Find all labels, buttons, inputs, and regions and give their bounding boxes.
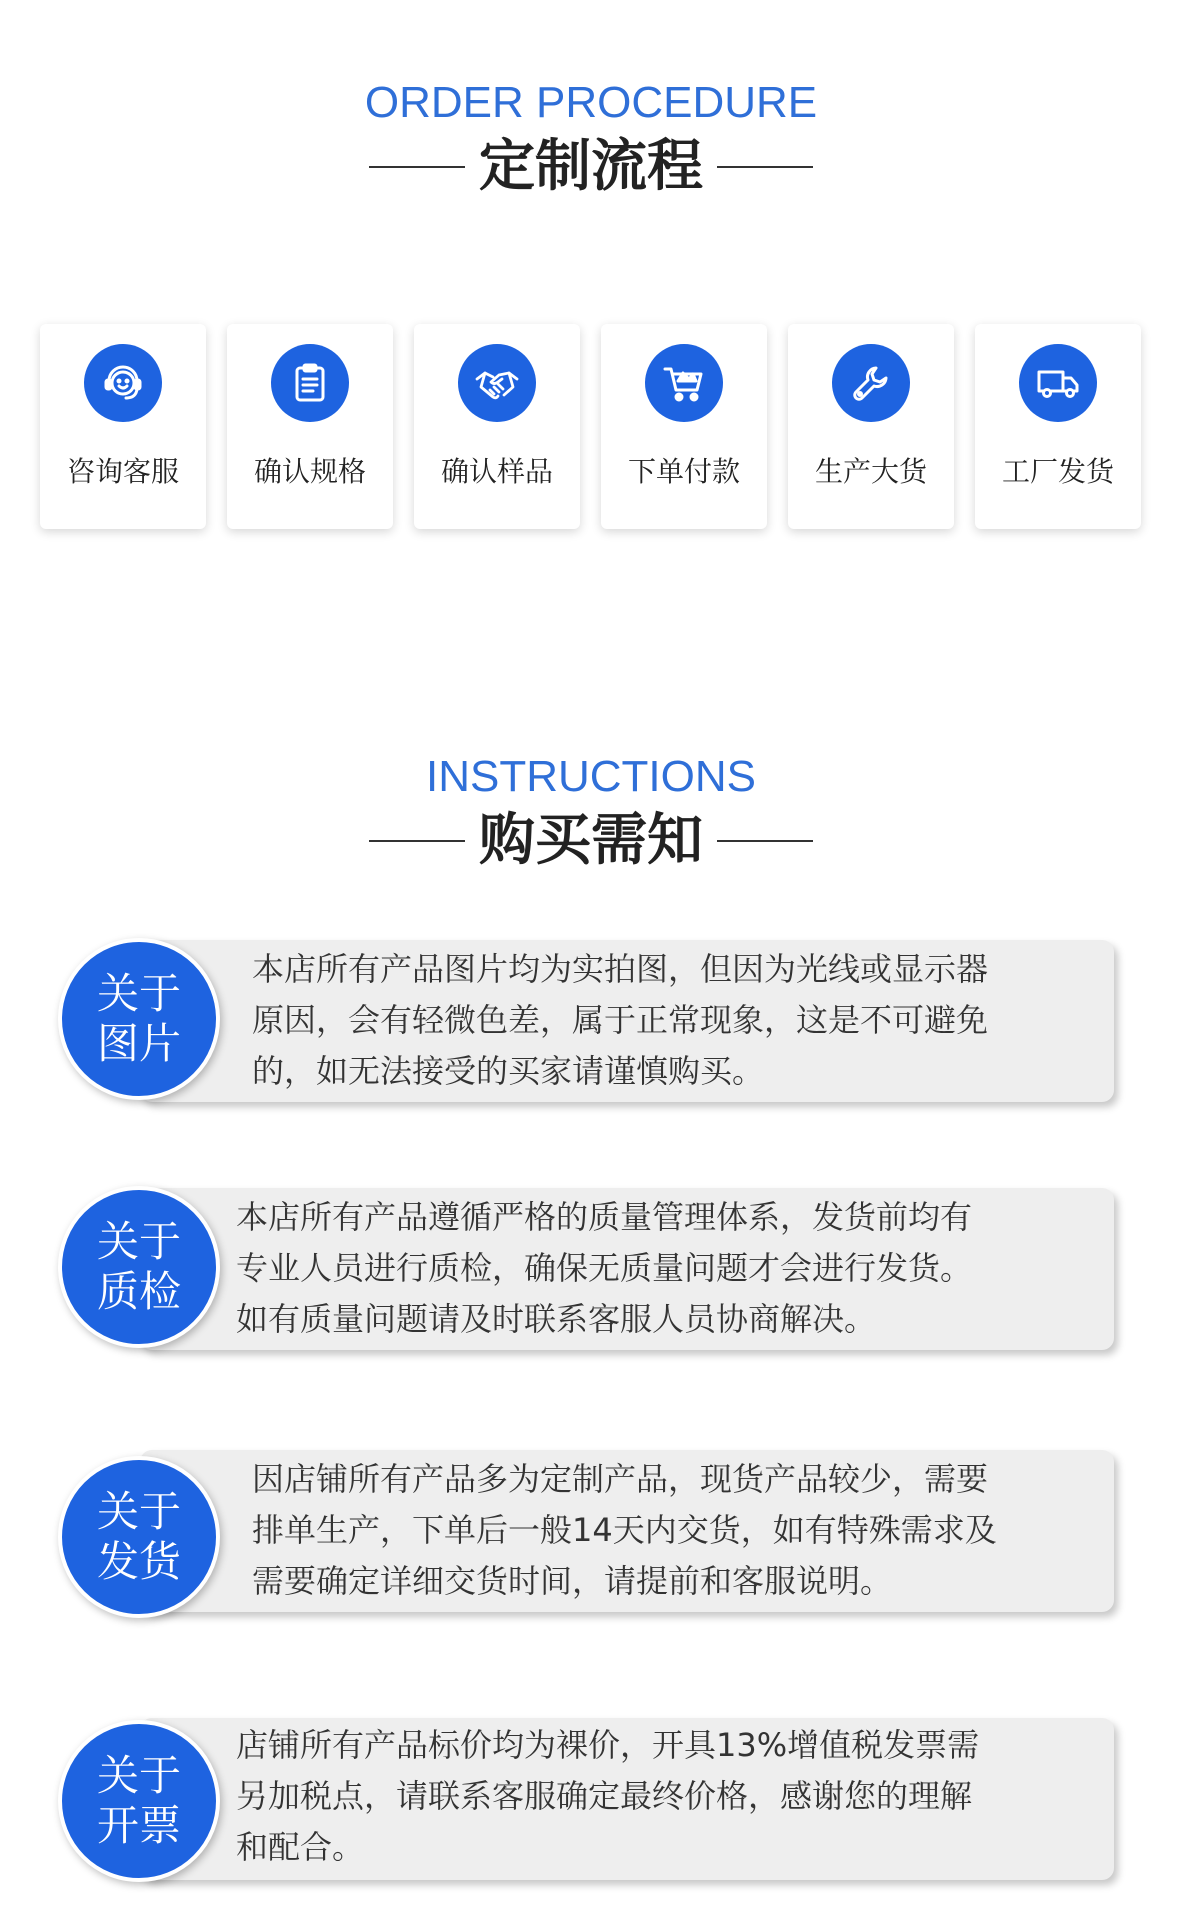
note-text-line: 因店铺所有产品多为定制产品，现货产品较少，需要 [252, 1460, 989, 1498]
note-pictures [0, 930, 1182, 1110]
instructions-title-cn: 购买需知 [479, 808, 703, 873]
title-rule-right [717, 840, 813, 842]
note-text [236, 1720, 979, 1873]
note-text-line: 本店所有产品遵循严格的质量管理体系，发货前均有 [236, 1198, 973, 1236]
note-text-line: 原因，会有轻微色差，属于正常现象，这是不可避免 [252, 1001, 989, 1039]
note-tag-badge [58, 1720, 220, 1882]
note-text [252, 1454, 997, 1607]
note-tag-line1: 关于 [96, 1487, 181, 1536]
note-tag-line2: 图片 [96, 1019, 181, 1068]
step-card-shipping [975, 324, 1141, 529]
step-label: 确认规格 [253, 455, 366, 488]
note-tag-line1: 关于 [96, 1217, 181, 1266]
note-text [236, 1192, 972, 1345]
customer-service-headset-icon [84, 344, 162, 422]
step-label: 工厂发货 [1001, 455, 1114, 488]
clipboard-list-icon [271, 344, 349, 422]
step-label: 确认样品 [440, 455, 553, 488]
instructions-title-row [0, 808, 1182, 874]
note-tag-line2: 开票 [96, 1801, 181, 1850]
note-text-line: 如有质量问题请及时联系客服人员协商解决。 [236, 1300, 877, 1338]
step-card-production [788, 324, 954, 529]
title-rule-left [369, 840, 465, 842]
note-text-line: 的，如无法接受的买家请谨慎购买。 [252, 1052, 765, 1090]
note-tag-line2: 发货 [96, 1537, 181, 1586]
step-card-consult [40, 324, 206, 529]
shopping-cart-icon [645, 344, 723, 422]
title-rule-right [717, 166, 813, 168]
note-text-line: 专业人员进行质检，确保无质量问题才会进行发货。 [236, 1249, 973, 1287]
handshake-icon [458, 344, 536, 422]
order-procedure-title-en: ORDER PROCEDURE [364, 78, 818, 127]
wrench-icon [832, 344, 910, 422]
note-tag-badge [58, 1456, 220, 1618]
note-text-line: 和配合。 [236, 1828, 365, 1866]
step-label: 咨询客服 [66, 455, 179, 488]
order-procedure-title-row [0, 134, 1182, 200]
note-text-line: 需要确定详细交货时间，请提前和客服说明。 [252, 1562, 893, 1600]
note-tag-line1: 关于 [96, 1751, 181, 1800]
step-card-confirm-spec [227, 324, 393, 529]
title-rule-left [369, 166, 465, 168]
step-card-confirm-sample [414, 324, 580, 529]
note-text-line: 店铺所有产品标价均为裸价，开具13%增值税发票需 [236, 1726, 980, 1764]
note-tag-badge [58, 1186, 220, 1348]
instructions-title-en: INSTRUCTIONS [426, 752, 756, 801]
note-text-line: 另加税点，请联系客服确定最终价格，感谢您的理解 [236, 1777, 973, 1815]
note-shipping [0, 1450, 1182, 1630]
instructions-header [0, 752, 1182, 874]
note-tag-badge [58, 938, 220, 1100]
order-procedure-header [0, 78, 1182, 200]
note-tag-line2: 质检 [96, 1267, 181, 1316]
note-text [252, 944, 988, 1097]
order-steps [0, 324, 1182, 534]
note-invoice [0, 1718, 1182, 1898]
step-label: 生产大货 [814, 455, 927, 488]
order-procedure-title-cn: 定制流程 [479, 134, 703, 199]
note-quality-inspection [0, 1178, 1182, 1358]
step-card-order-pay [601, 324, 767, 529]
note-tag-line1: 关于 [96, 969, 181, 1018]
delivery-truck-icon [1019, 344, 1097, 422]
note-text-line: 排单生产，下单后一般14天内交货，如有特殊需求及 [252, 1511, 997, 1549]
step-label: 下单付款 [627, 455, 740, 488]
note-text-line: 本店所有产品图片均为实拍图，但因为光线或显示器 [252, 950, 989, 988]
